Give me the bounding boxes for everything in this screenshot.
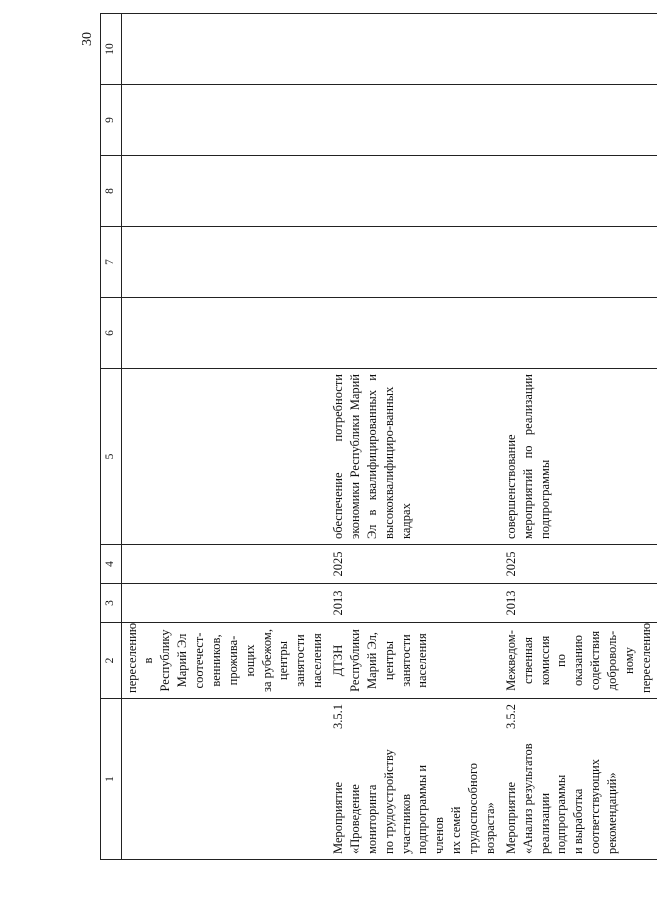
empty-cell bbox=[501, 156, 657, 227]
executor-cell bbox=[121, 623, 328, 699]
program-measures-table bbox=[100, 13, 657, 860]
table-row bbox=[121, 14, 328, 860]
measure-cell bbox=[328, 699, 501, 860]
empty-cell bbox=[328, 298, 501, 369]
empty-cell bbox=[501, 14, 657, 85]
empty-cell bbox=[328, 156, 501, 227]
measure-text: Мероприятие «Анализ результатов реализации подпрограммы и выработка соответствующих рекомендаций» bbox=[503, 743, 620, 854]
empty-cell bbox=[501, 298, 657, 369]
measure-cell bbox=[501, 699, 657, 860]
executor-cell bbox=[328, 623, 501, 699]
measure-text: Мероприятие «Проведение мониторинга по трудоустройству участников подпрограммы и членов их семей трудоспособного возраста» bbox=[331, 749, 497, 854]
column-header-3: 3 bbox=[101, 584, 122, 623]
table-header-row bbox=[101, 14, 122, 860]
empty-cell bbox=[328, 14, 501, 85]
result-cell: обеспечение потребности экономики Республики Марий Эл в квалифицированных и высококвалифициро-ванных кадрах bbox=[328, 369, 501, 545]
start-year-cell: 2013 bbox=[501, 584, 657, 623]
column-header-10: 10 bbox=[101, 14, 122, 85]
page-number: 30 bbox=[80, 32, 95, 46]
measure-code-line bbox=[330, 704, 499, 854]
empty-cell bbox=[121, 156, 328, 227]
end-year-cell bbox=[121, 545, 328, 584]
empty-cell bbox=[121, 298, 328, 369]
empty-cell bbox=[328, 227, 501, 298]
measure-code: 3.5.1 bbox=[331, 704, 346, 729]
column-header-8: 8 bbox=[101, 156, 122, 227]
end-year-cell: 2025 bbox=[501, 545, 657, 584]
empty-cell bbox=[501, 227, 657, 298]
result-cell: совершенствование мероприятий по реализации подпрограммы bbox=[501, 369, 657, 545]
column-header-4: 4 bbox=[101, 545, 122, 584]
rotated-table-container bbox=[100, 43, 653, 860]
start-year-cell: 2013 bbox=[328, 584, 501, 623]
table-row bbox=[328, 14, 501, 860]
column-header-2: 2 bbox=[101, 623, 122, 699]
executor-cell bbox=[501, 623, 657, 699]
measure-code-line bbox=[503, 704, 621, 854]
column-header-9: 9 bbox=[101, 85, 122, 156]
column-header-5: 5 bbox=[101, 369, 122, 545]
empty-cell bbox=[328, 85, 501, 156]
measure-code: 3.5.2 bbox=[503, 704, 518, 729]
empty-cell bbox=[121, 14, 328, 85]
executor-text: ДТЗН Республики Марий Эл, центры занятости населения bbox=[331, 629, 430, 692]
measure-cell bbox=[121, 699, 328, 860]
column-header-1: 1 bbox=[101, 699, 122, 860]
start-year-cell bbox=[121, 584, 328, 623]
column-header-7: 7 bbox=[101, 227, 122, 298]
executor-text: Межведом- ственная комиссия по оказанию содействия доброволь- ному переселению bbox=[503, 622, 653, 693]
table-row bbox=[501, 14, 657, 860]
result-cell bbox=[121, 369, 328, 545]
empty-cell bbox=[121, 85, 328, 156]
empty-cell bbox=[501, 85, 657, 156]
column-header-6: 6 bbox=[101, 298, 122, 369]
end-year-cell: 2025 bbox=[328, 545, 501, 584]
executor-text: переселению в Республику Марий Эл соотечест- венников, прожива- ющих за рубежом, центры занятости населения bbox=[124, 622, 325, 693]
empty-cell bbox=[121, 227, 328, 298]
